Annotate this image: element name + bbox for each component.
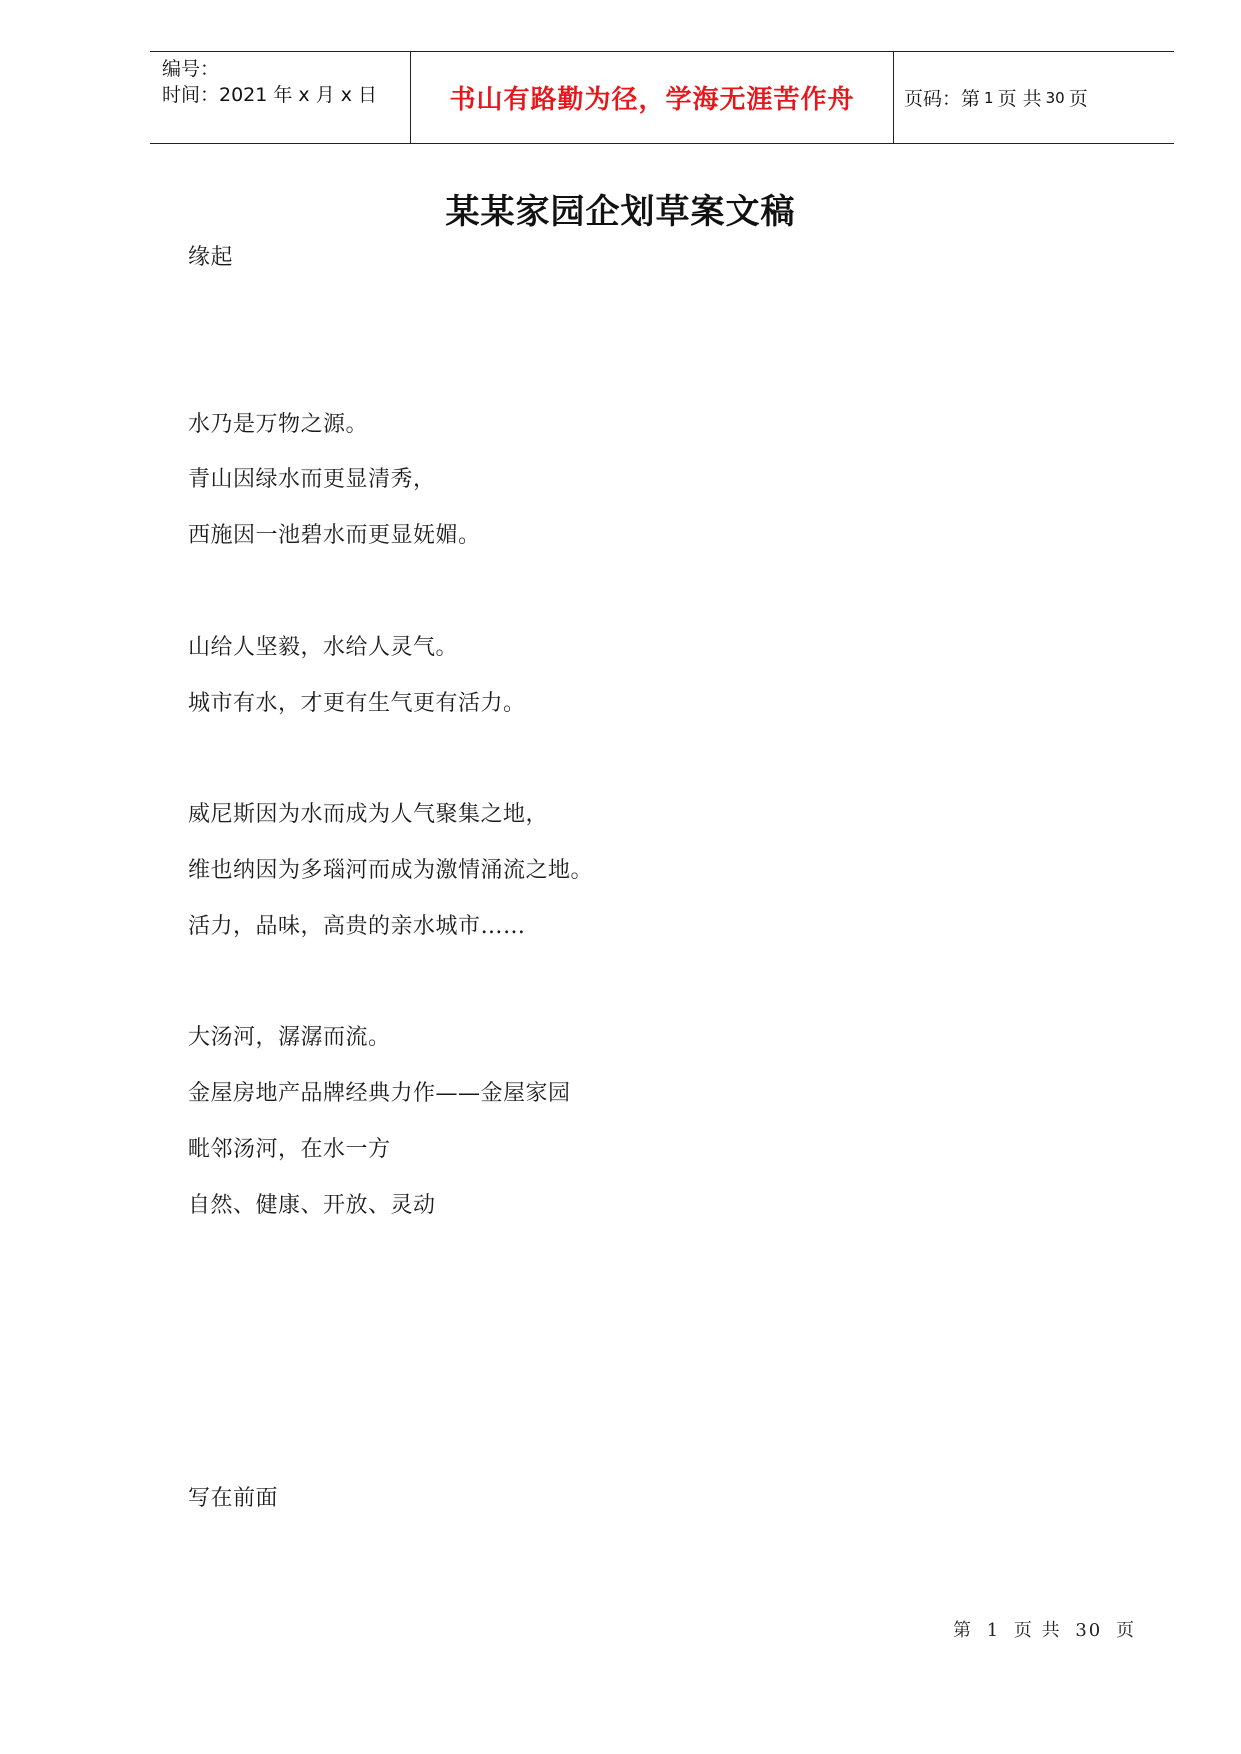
body-line: 毗邻汤河，在水一方 [188, 1137, 391, 1162]
body-line: 威尼斯因为水而成为人气聚集之地， [188, 802, 549, 827]
header-motto-cell [410, 52, 894, 143]
body-line: 自然、健康、开放、灵动 [188, 1193, 436, 1218]
header-page-prefix: 页码：第 [904, 88, 981, 110]
header-page-suffix: 页 [1068, 88, 1088, 110]
body-line: 青山因绿水而更显清秀， [188, 467, 436, 492]
body-line: 山给人坚毅，水给人灵气。 [188, 635, 459, 660]
footer-page-total: 30 [1075, 1620, 1103, 1641]
header-page-middle: 页 共 [997, 88, 1042, 110]
section-heading-preface: 写在前面 [188, 1486, 279, 1511]
header-motto: 书山有路勤为径，学海无涯苦作舟 [449, 85, 855, 115]
header-meta-cell [150, 52, 410, 143]
footer-page-current: 1 [986, 1620, 1001, 1641]
document-time-label: 时间：2021 年 x 月 x 日 [162, 84, 378, 106]
body-line: 大汤河，潺潺而流。 [188, 1025, 391, 1050]
footer-page-suffix: 页 [1116, 1620, 1136, 1641]
section-heading-origin: 缘起 [188, 245, 234, 270]
body-line: 水乃是万物之源。 [188, 412, 369, 437]
page-footer [953, 1616, 1136, 1642]
body-line: 活力，品味，高贵的亲水城市…… [188, 914, 526, 939]
body-line: 维也纳因为多瑙河而成为激情涌流之地。 [188, 858, 594, 883]
document-title: 某某家园企划草案文稿 [445, 192, 796, 232]
page-header [150, 51, 1174, 144]
footer-page-middle: 页 共 [1013, 1620, 1062, 1641]
header-page-total: 30 [1045, 88, 1065, 107]
header-page-current: 1 [984, 88, 994, 107]
body-line: 金屋房地产品牌经典力作——金屋家园 [188, 1081, 571, 1106]
document-number-label: 编号： [162, 58, 220, 80]
body-line: 西施因一池碧水而更显妩媚。 [188, 523, 481, 548]
body-line: 城市有水，才更有生气更有活力。 [188, 691, 526, 716]
header-page-cell [894, 52, 1174, 143]
footer-page-prefix: 第 [952, 1620, 973, 1641]
